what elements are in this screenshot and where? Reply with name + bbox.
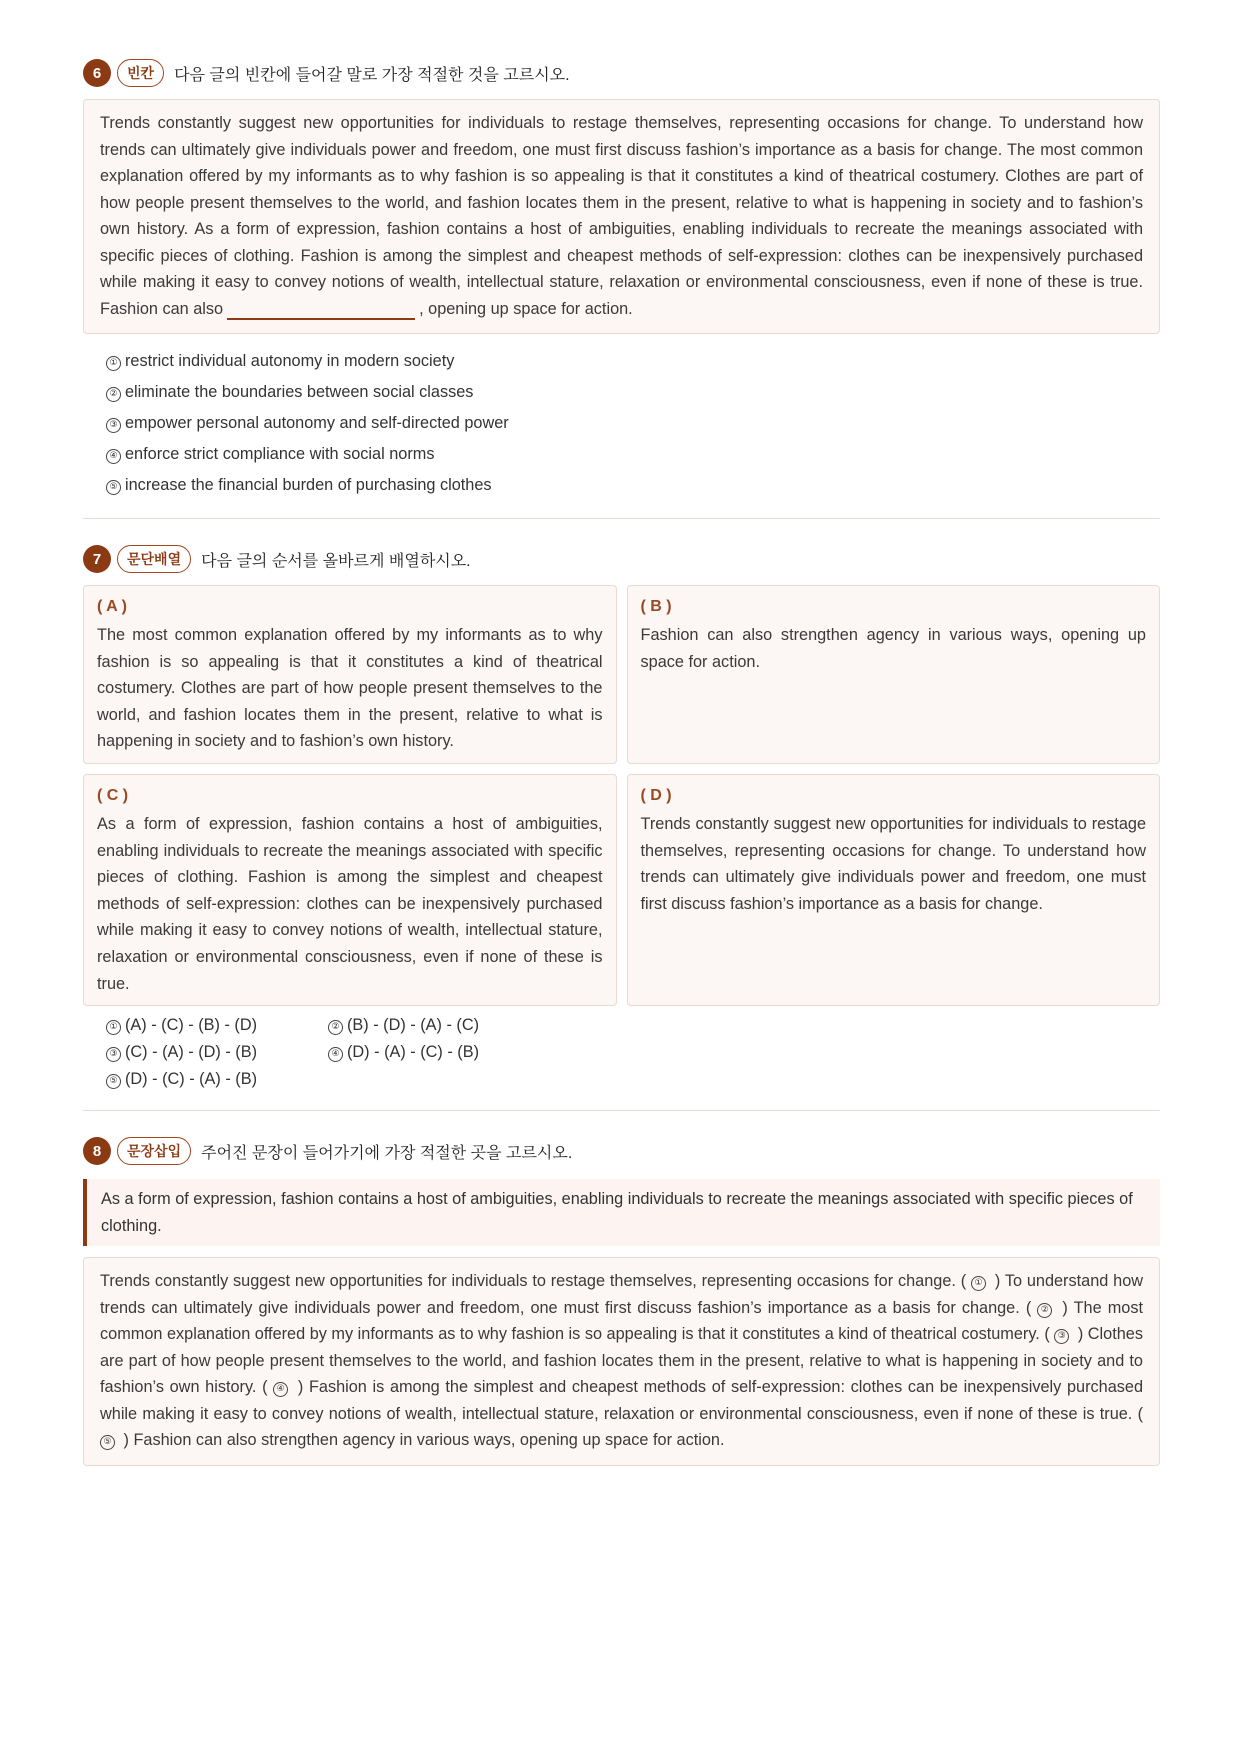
answer-option[interactable] [328, 1039, 550, 1066]
passage-segment: ) Clothes are part of how people present themselves to the world, and fashion locates them in the present, relative to what is happening in society and to fashion’s own history. ( [100, 1325, 1143, 1397]
option-text: (D) - (C) - (A) - (B) [125, 1070, 258, 1089]
answer-option[interactable] [106, 1012, 328, 1039]
insert-position-mark[interactable]: ④ [273, 1382, 288, 1397]
insertion-passage [83, 1257, 1160, 1466]
option-text: increase the financial burden of purchasing clothes [125, 476, 492, 494]
answer-option[interactable] [106, 408, 1160, 439]
option-text: empower personal autonomy and self-directed power [125, 414, 509, 432]
page [83, 55, 1160, 1466]
option-text: restrict individual autonomy in modern society [125, 352, 455, 370]
insert-position-mark[interactable]: ① [971, 1276, 986, 1291]
question-instruction: 주어진 문장이 들어가기에 가장 적절한 곳을 고르시오. [201, 1144, 573, 1162]
paragraph-label: ( D ) [640, 786, 672, 804]
option-mark: ⑤ [106, 480, 121, 495]
passage [83, 99, 1160, 334]
passage-segment: Trends constantly suggest new opportunities for individuals to restage themselves, representing occasions for change. ( [100, 1272, 967, 1291]
question-number: 6 [83, 59, 111, 87]
option-mark: ② [106, 387, 121, 402]
option-mark: ③ [106, 1047, 121, 1062]
question-7 [83, 541, 1160, 1093]
paragraph-box-a [83, 585, 617, 764]
answer-option[interactable] [328, 1012, 550, 1039]
paragraph-text: As a form of expression, fashion contains a host of ambiguities, enabling individuals to recreate the meanings associated with specific pieces of clothing. Fashion is among the simplest and cheapest methods of self-expression: clothes can be inexpensively purchased while making it easy to convey notions of wealth, intellectual stature, relaxation or environmental consciousness, even if none of these is true. [97, 814, 603, 993]
question-number: 8 [83, 1137, 111, 1165]
passage-text: Trends constantly suggest new opportunities for individuals to restage themselves, representing occasions for change. To understand how trends can ultimately give individuals power and freedom, one must first discuss fashion’s importance as a basis for change. The most common explanation offered by my informants as to why fashion is so appealing is that it constitutes a kind of theatrical costumery. Clothes are part of how people present themselves to the world, and fashion locates them in the present, relative to what is happening in society and to fashion’s own history. As a form of expression, fashion contains a host of ambiguities, enabling individuals to recreate the meanings associated with specific pieces of clothing. Fashion is among the simplest and cheapest methods of self-expression: clothes can be inexpensively purchased while making it easy to convey notions of wealth, intellectual stature, relaxation or environmental consciousness, even if none of these is true. Fashion can also [100, 114, 1143, 318]
insert-position-mark[interactable]: ⑤ [100, 1435, 115, 1450]
question-type-tag: 빈칸 [117, 59, 164, 87]
question-type-tag: 문단배열 [117, 545, 191, 573]
option-text: (A) - (C) - (B) - (D) [125, 1016, 258, 1035]
option-text: enforce strict compliance with social norms [125, 445, 435, 463]
option-text: (B) - (D) - (A) - (C) [347, 1016, 480, 1035]
paragraph-label: ( A ) [97, 598, 127, 615]
option-mark: ⑤ [106, 1074, 121, 1089]
question-instruction: 다음 글의 순서를 올바르게 배열하시오. [201, 552, 471, 570]
option-mark: ① [106, 356, 121, 371]
passage-segment: ) To understand how trends can ultimately give individuals power and freedom, one must first discuss fashion’s importance as a basis for change. ( [100, 1272, 1144, 1317]
given-sentence: As a form of expression, fashion contains a host of ambiguities, enabling individuals to recreate the meanings associated with specific pieces of clothing. [83, 1179, 1160, 1246]
question-8 [83, 1133, 1160, 1466]
paragraph-text: Fashion can also strengthen agency in various ways, opening up space for action. [640, 626, 1146, 671]
paragraph-box-c [83, 774, 617, 1006]
answer-option[interactable] [106, 439, 1160, 470]
answer-option[interactable] [106, 1066, 328, 1093]
answer-option[interactable] [106, 470, 1160, 501]
passage-segment: ) Fashion is among the simplest and cheapest methods of self-expression: clothes can be inexpensively purchased while making it easy to convey notions of wealth, intellectual stature, relaxation or environmental consciousness, even if none of these is true. ( [100, 1378, 1144, 1423]
option-mark: ③ [106, 418, 121, 433]
paragraph-text: The most common explanation offered by my informants as to why fashion is so appealing is that it constitutes a kind of theatrical costumery. Clothes are part of how people present themselves to the world, and fashion locates them in the present, relative to what is happening in society and to fashion’s own history. [97, 626, 603, 751]
paragraph-grid [83, 585, 1160, 1006]
insert-position-mark[interactable]: ② [1037, 1303, 1052, 1318]
paragraph-box-b [627, 585, 1161, 764]
question-type-tag: 문장삽입 [117, 1137, 191, 1165]
question-header [83, 541, 1160, 577]
answer-option[interactable] [106, 346, 1160, 377]
answer-blank [227, 298, 415, 320]
option-mark: ④ [106, 449, 121, 464]
option-mark: ① [106, 1020, 121, 1035]
insert-position-mark[interactable]: ③ [1054, 1329, 1069, 1344]
option-text: eliminate the boundaries between social classes [125, 383, 474, 401]
section-divider [83, 518, 1160, 519]
question-header [83, 1133, 1160, 1169]
option-text: (D) - (A) - (C) - (B) [347, 1043, 480, 1062]
question-header [83, 55, 1160, 91]
answer-options [83, 346, 1160, 501]
answer-option[interactable] [106, 377, 1160, 408]
question-number: 7 [83, 545, 111, 573]
paragraph-label: ( C ) [97, 786, 129, 804]
option-mark: ④ [328, 1047, 343, 1062]
option-text: (C) - (A) - (D) - (B) [125, 1043, 258, 1062]
paragraph-label: ( B ) [640, 598, 672, 615]
paragraph-text: Trends constantly suggest new opportunities for individuals to restage themselves, representing occasions for change. To understand how trends can ultimately give individuals power and freedom, one must first discuss fashion’s importance as a basis for change. [640, 814, 1146, 913]
section-divider [83, 1110, 1160, 1111]
answer-option[interactable] [106, 1039, 328, 1066]
paragraph-box-d [627, 774, 1161, 1006]
passage-segment: ) The most common explanation offered by my informants as to why fashion is so appealing is that it constitutes a kind of theatrical costumery. ( [100, 1298, 1144, 1344]
option-mark: ② [328, 1020, 343, 1035]
answer-options [83, 1012, 1160, 1093]
question-6 [83, 55, 1160, 501]
passage-segment: ) Fashion can also strengthen agency in various ways, opening up space for action. [123, 1431, 725, 1450]
passage-text-end: , opening up space for action. [419, 299, 633, 318]
question-instruction: 다음 글의 빈칸에 들어갈 말로 가장 적절한 것을 고르시오. [174, 66, 570, 84]
